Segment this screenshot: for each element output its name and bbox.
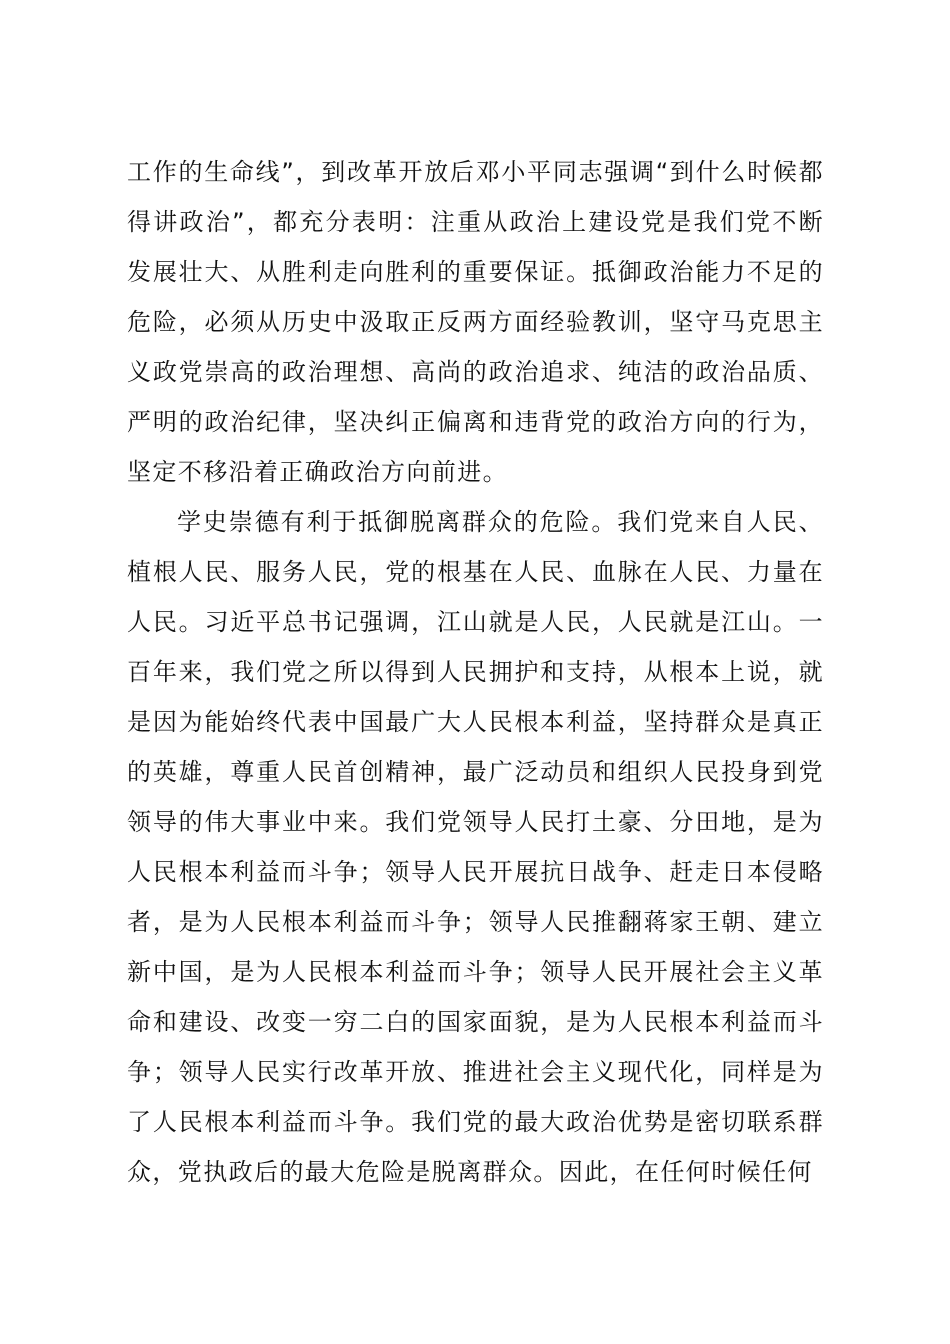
document-page: [127, 147, 824, 1197]
paragraph-political-direction: 工作的生命线”，到改革开放后邓小平同志强调“到什么时候都得讲政治”，都充分表明：注重从政治上建设党是我们党不断发展壮大、从胜利走向胜利的重要保证。抵御政治能力不足的危险，必须从历史中汲取正反两方面经验教训，坚守马克思主义政党崇高的政治理想、高尚的政治追求、纯洁的政治品质、严明的政治纪律，坚决纠正偏离和违背党的政治方向的行为，坚定不移沿着正确政治方向前进。: [127, 158, 824, 486]
paragraph-masses: 学史崇德有利于抵御脱离群众的危险。我们党来自人民、植根人民、服务人民，党的根基在人民、血脉在人民、力量在人民。习近平总书记强调，江山就是人民，人民就是江山。一百年来，我们党之所以得到人民拥护和支持，从根本上说，就是因为能始终代表中国最广大人民根本利益，坚持群众是真正的英雄，尊重人民首创精神，最广泛动员和组织人民投身到党领导的伟大事业中来。我们党领导人民打土豪、分田地，是为人民根本利益而斗争；领导人民开展抗日战争、赶走日本侵略者，是为人民根本利益而斗争；领导人民推翻蒋家王朝、建立新中国，是为人民根本利益而斗争；领导人民开展社会主义革命和建设、改变一穷二白的国家面貌，是为人民根本利益而斗争；领导人民实行改革开放、推进社会主义现代化，同样是为了人民根本利益而斗争。我们党的最大政治优势是密切联系群众，党执政后的最大危险是脱离群众。因此，在任何时候任何: [127, 508, 824, 1186]
